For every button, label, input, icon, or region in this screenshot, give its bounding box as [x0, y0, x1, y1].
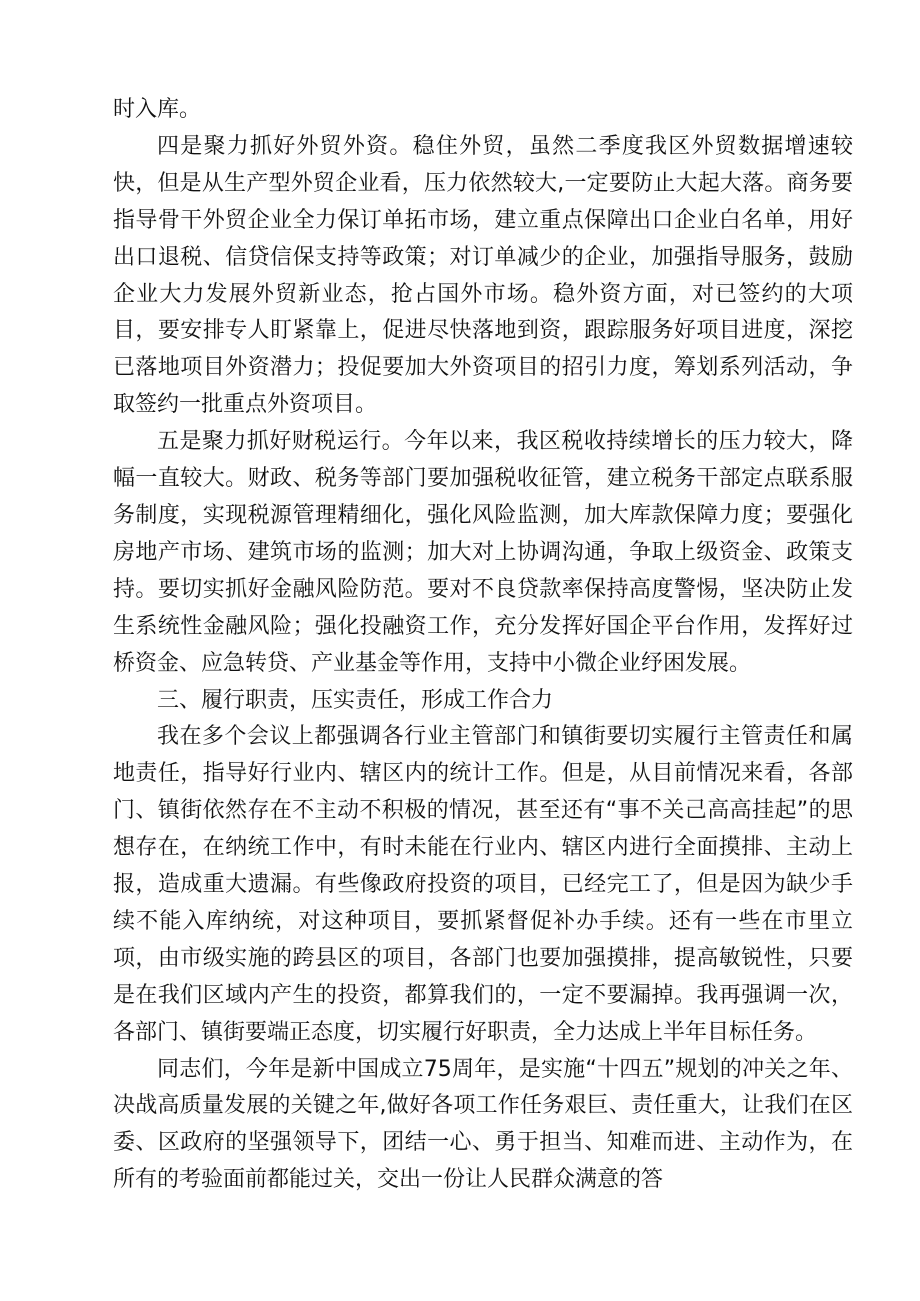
section-heading-responsibilities: 三、履行职责，压实责任，形成工作合力 [157, 687, 554, 713]
paragraph-foreign-trade: 四是聚力抓好外贸外资。稳住外贸，虽然二季度我区外贸数据增速较快，但是从生产型外贸企业看，压力依然较大,一定要防止大起大落。商务要指导骨干外贸企业全力保订单拓市场，建立重点保障出口企业白名单，用好出口退税、信贷信保支持等政策；对订单减少的企业，加强指导服务，鼓励企业大力发展外贸新业态，抢占国外市场。稳外资方面，对已签约的大项目，要安排专人盯紧靠上，促进尽快落地到资，跟踪服务好项目进度，深挖已落地项目外资潜力；投促要加大外资项目的招引力度，筹划系列活动，争取签约一批重点外资项目。 [113, 133, 853, 418]
paragraph-closing: 同志们，今年是新中国成立75周年，是实施“十四五”规划的冲关之年、决战高质量发展的关键之年,做好各项工作任务艰巨、责任重大，让我们在区委、区政府的坚强领导下，团结一心、勇于担当、知难而进、主动作为，在所有的考验面前都能过关，交出一份让人民群众满意的答 [113, 1056, 853, 1193]
document-body [113, 92, 853, 1199]
paragraph-continuation: 时入库。 [113, 97, 202, 122]
paragraph-responsibilities: 我在多个会议上都强调各行业主管部门和镇街要切实履行主管责任和属地责任，指导好行业内、辖区内的统计工作。但是，从目前情况来看，各部门、镇街依然存在不主动不积极的情况，甚至还有“事不关己高高挂起”的思想存在，在纳统工作中，有时未能在行业内、辖区内进行全面摸排、主动上报，造成重大遗漏。有些像政府投资的项目，已经完工了，但是因为缺少手续不能入库纳统，对这种项目，要抓紧督促补办手续。还有一些在市里立项，由市级实施的跨县区的项目，各部门也要加强摸排，提高敏锐性，只要是在我们区域内产生的投资，都算我们的，一定不要漏掉。我再强调一次，各部门、镇街要端正态度，切实履行好职责，全力达成上半年目标任务。 [113, 724, 853, 1045]
paragraph-fiscal-tax: 五是聚力抓好财税运行。今年以来，我区税收持续增长的压力较大，降幅一直较大。财政、税务等部门要加强税收征管，建立税务干部定点联系服务制度，实现税源管理精细化，强化风险监测，加大库款保障力度；要强化房地产市场、建筑市场的监测；加大对上协调沟通，争取上级资金、政策支持。要切实抓好金融风险防范。要对不良贷款率保持高度警惕，坚决防止发生系统性金融风险；强化投融资工作，充分发挥好国企平台作用，发挥好过桥资金、应急转贷、产业基金等作用，支持中小微企业纾困发展。 [113, 429, 853, 676]
